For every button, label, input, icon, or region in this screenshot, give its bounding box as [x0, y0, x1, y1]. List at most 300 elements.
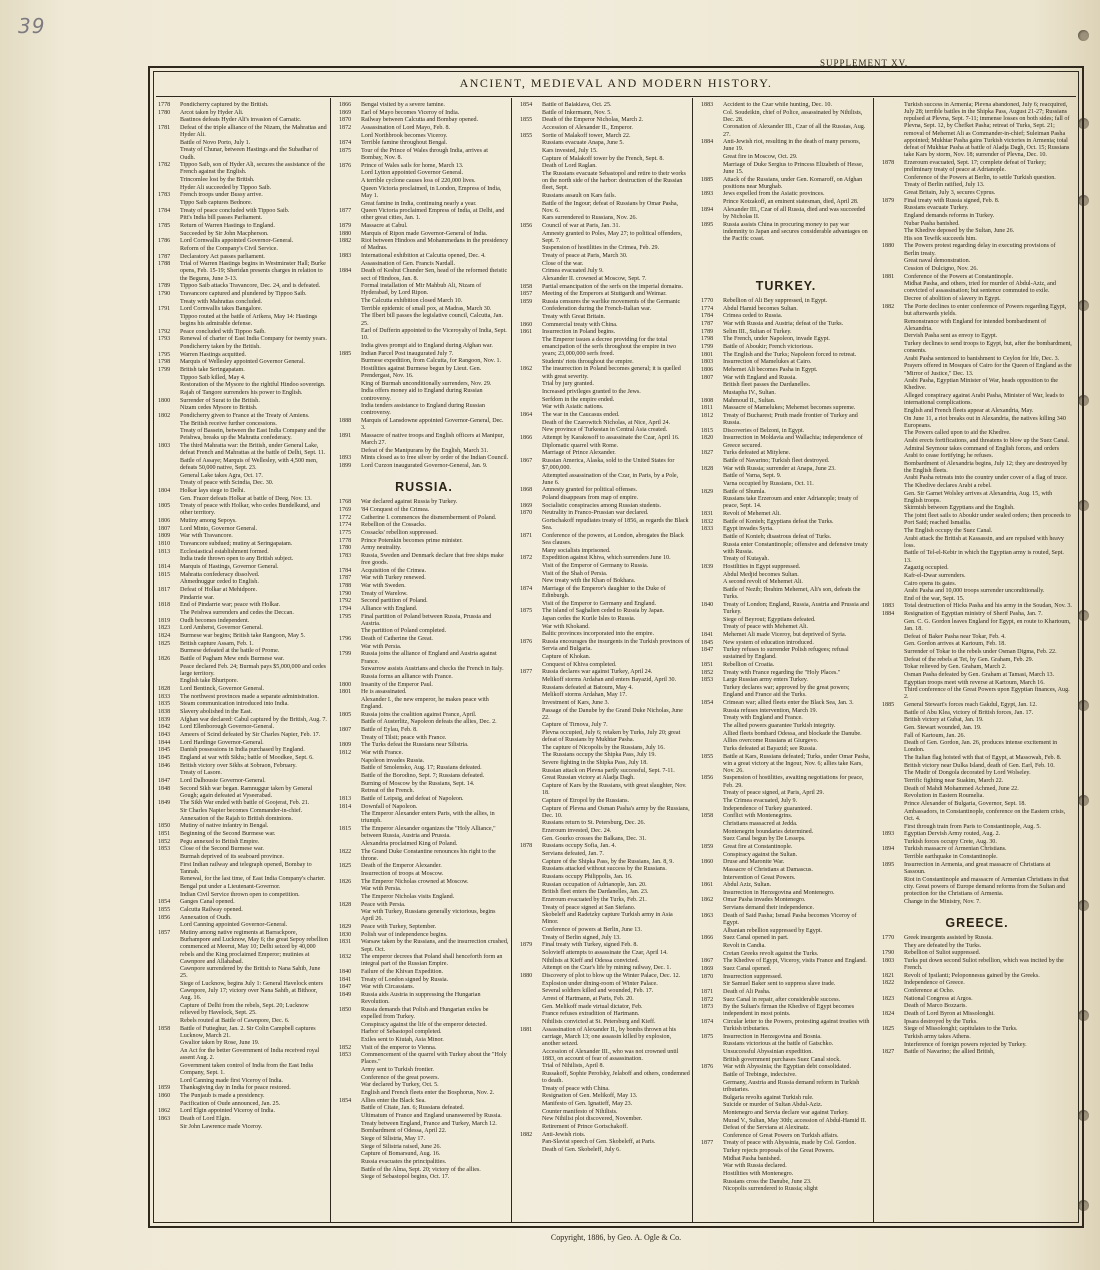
history-entry	[339, 750, 509, 757]
entry-text: Treaty with Great Britain.	[542, 313, 606, 320]
history-entry	[158, 541, 328, 548]
history-entry	[520, 487, 690, 494]
entry-text: Warsaw taken by the Russians, and the insurrection crushed, Sept. Oct.	[361, 939, 509, 953]
entry-text: Death of Catherine the Great.	[361, 636, 433, 643]
entry-text: Acquisition of the Crimea.	[361, 567, 426, 574]
history-entry	[339, 575, 509, 582]
entry-text: Treaty with England and France.	[723, 715, 803, 722]
history-entry	[701, 662, 871, 669]
entry-text: Burning of Moscow by the Russians, Sept. 14.	[361, 780, 475, 787]
entry-text: Final partition of Poland between Russia, Prussia and Austria.	[361, 613, 492, 627]
entry-text: Germany, Austria and Russia demand reform in Turkish tributaries.	[723, 1079, 860, 1093]
history-entry	[339, 796, 509, 803]
entry-text: Nubar Pasha banished.	[904, 220, 960, 227]
entry-text: Capture of Plevna and Osman Pasha's army by the Russians, Dec. 10.	[542, 805, 690, 819]
history-entry	[339, 133, 509, 140]
history-entry	[158, 314, 328, 328]
history-entry	[339, 499, 509, 506]
entry-text: The British receive further concessions.	[180, 420, 277, 427]
entry-year: 1815	[701, 427, 714, 434]
history-entry	[158, 907, 328, 914]
entry-year: 1810	[158, 541, 171, 548]
entry-year: 1822	[882, 980, 895, 987]
history-entry	[701, 1049, 871, 1056]
history-entry	[158, 352, 328, 359]
history-entry	[520, 571, 690, 578]
history-entry	[701, 928, 871, 935]
history-entry	[520, 654, 690, 661]
history-entry	[339, 208, 509, 222]
entry-year: 1791	[158, 306, 171, 313]
entry-text: Warren Hastings acquitted.	[180, 351, 247, 358]
history-entry	[882, 393, 1072, 407]
entry-year: 1859	[701, 843, 714, 850]
entry-text: Insurrection in Armenia, and great massacre of Christians at Sassoun.	[904, 861, 1051, 875]
entry-text: Death of Marco Bozzaris.	[904, 1003, 967, 1010]
history-entry	[701, 162, 871, 176]
entry-text: Russians assault on Kars fails.	[542, 192, 616, 199]
history-entry	[701, 859, 871, 866]
history-entry	[701, 390, 871, 397]
entry-text: Rebels routed at Battle of Cawnpore, Dec. 6.	[180, 1017, 290, 1024]
entry-text: Tippoo routed at the battle of Arikera, May 14: Hastings begins his admirable defense.	[180, 313, 318, 328]
entry-text: Conquest of Khiva completed.	[542, 661, 617, 668]
entry-year: 1823	[158, 625, 171, 632]
entry-year: 1871	[701, 988, 714, 995]
page-title: ANCIENT, MEDIEVAL AND MODERN HISTORY.	[459, 76, 773, 90]
history-entry	[701, 450, 871, 457]
entry-text: Neutrality in Franco-Prussian war declared.	[542, 510, 649, 517]
entry-text: Annexation of Oudh.	[180, 914, 232, 921]
entry-text: Treaty with Mahrattas concluded.	[180, 298, 263, 305]
history-entry	[520, 981, 690, 988]
entry-text: Sortie of Malakoff tower, March 22.	[542, 132, 631, 139]
entry-year: 1828	[158, 686, 171, 693]
entry-text: Midhat Pasha banished.	[723, 1155, 782, 1162]
entry-text: Declaratory Act passes parliament.	[180, 253, 265, 260]
entry-year: 1874	[701, 1018, 714, 1025]
history-entry	[520, 745, 690, 752]
history-entry	[520, 1132, 690, 1139]
entry-year: 1809	[158, 533, 171, 540]
entry-text: Montenegro and Servia declare war against Turkey.	[723, 1109, 849, 1116]
history-entry	[701, 798, 871, 805]
history-entry	[339, 811, 509, 825]
entry-text: The Crimea evacuated, July 9.	[723, 797, 798, 804]
history-entry	[882, 1011, 1072, 1018]
entry-year: 1846	[158, 762, 171, 769]
entry-year: 1855	[701, 753, 714, 760]
history-entry	[882, 430, 1072, 437]
history-entry	[882, 274, 1072, 281]
history-entry	[339, 418, 509, 432]
entry-year: 1872	[701, 996, 714, 1003]
history-entry	[701, 1156, 871, 1163]
history-entry	[339, 117, 509, 124]
entry-year: 1840	[339, 969, 352, 975]
history-entry	[339, 727, 509, 734]
entry-text: Treaty of Berlin ratified, July 13.	[904, 182, 985, 189]
history-entry	[158, 701, 328, 708]
entry-text: Russians evacuate Anapa, June 5.	[542, 140, 624, 147]
entry-text: Turkish success in Armenia; Plevna abandoned, July 6; reacquired, July 28; terrible battles in the Shipka Pass, August 21-27; Russians repulsed at Plevna, Sept. 7-11; immense losses on both sides; fall of Plevna, Sept. 12, by Chefket Pasha; retreat of Turks, Sept. 21; removal of Mehemet Ali as Commander-in-chief; Suleiman Pasha appointed; Mukhtar Pasha gains Turkish victories in Armenia; total defeat of Mukhtar Pasha at battle of Aladja Dagh, Oct. 15; Russians take Kars by storm, Nov. 18; surrender of Plevna, Dec. 10.	[904, 102, 1070, 159]
history-entry	[701, 890, 871, 897]
entry-year: 1839	[701, 564, 714, 571]
entry-text: Allied fleets bombard Odessa, and blockade the Danube.	[723, 730, 862, 737]
entry-text: Conflict with Montenegrins.	[723, 813, 793, 820]
history-entry	[701, 624, 871, 631]
history-entry	[339, 186, 509, 200]
history-entry	[339, 433, 509, 447]
history-entry	[339, 674, 509, 681]
history-entry	[520, 624, 690, 631]
entry-text: Pindarrie war.	[180, 594, 215, 601]
history-entry	[882, 266, 1072, 273]
entry-text: India trade thrown open to any British subject.	[180, 556, 294, 563]
entry-year: 1812	[339, 749, 352, 756]
history-entry	[339, 1174, 509, 1181]
entry-text: Gen. Gordon arrives at Kartoum, Feb. 18.	[904, 641, 1006, 648]
history-entry	[882, 356, 1072, 363]
entry-text: Suicide or murder of Sultan Abdul-Aziz.	[723, 1102, 823, 1109]
entry-text: Several soldiers killed and wounded, Feb. 17.	[542, 988, 654, 995]
entry-text: Egyptian troops meet with reverse at Kartoum, March 16.	[904, 679, 1045, 686]
entry-year: 1893	[882, 831, 895, 838]
entry-year: 1875	[520, 608, 533, 615]
entry-text: Suez Canal opened in part.	[723, 935, 789, 942]
entry-text: Battle of Citate, Jan. 6; Russians defeated.	[361, 1105, 465, 1112]
history-entry	[339, 628, 509, 635]
history-entry	[520, 1101, 690, 1108]
history-entry	[339, 238, 509, 252]
entry-text: Mehemet Ali made Viceroy, but deprived of Syria.	[723, 632, 847, 638]
history-entry	[339, 984, 509, 991]
history-entry	[882, 935, 1072, 942]
history-entry	[701, 875, 871, 882]
entry-year: 1832	[339, 954, 352, 961]
history-entry	[701, 405, 871, 412]
entry-year: 1851	[701, 662, 714, 669]
history-entry	[882, 801, 1072, 808]
entry-text: India offers money aid to England during Russian controversy.	[361, 388, 483, 402]
history-entry	[701, 754, 871, 775]
history-entry	[882, 536, 1072, 550]
entry-year: 1864	[520, 411, 533, 418]
entry-year: 1826	[339, 878, 352, 885]
entry-text: Assassination of Gen. Francis Nardall.	[361, 260, 456, 267]
history-entry	[882, 1034, 1072, 1041]
history-entry	[158, 390, 328, 397]
entry-year: 1790	[339, 590, 352, 597]
history-entry	[882, 649, 1072, 656]
entry-text: British fleet passes the Dardanelles.	[723, 382, 811, 389]
entry-year: 1799	[701, 344, 714, 351]
entry-year: 1881	[882, 273, 895, 280]
entry-text: Pegu annexed to British Empire.	[180, 838, 260, 845]
column-russia-continued	[520, 102, 690, 1220]
entry-text: Ecclesiastical establishment formed.	[180, 548, 269, 555]
entry-text: Rebellion of Croatia.	[723, 662, 775, 669]
entry-year: 1882	[520, 1131, 533, 1138]
entry-text: Beginning of the Second Burmese war.	[180, 831, 276, 837]
history-entry	[158, 602, 328, 609]
history-entry	[158, 473, 328, 480]
entry-text: Col. Soudeikin, chief of Police, assassinated by Nihilists, Dec. 28.	[723, 109, 863, 123]
entry-year: 1800	[158, 397, 171, 404]
entry-text: Alexander II. crowned at Moscow, Sept. 7.	[542, 276, 647, 283]
entry-text: Attack of the Russians, under Gen. Komaroff, on Afghan positions near Murghab.	[723, 176, 863, 190]
pencil-page-number: 39	[18, 14, 46, 38]
entry-year: 1854	[520, 102, 533, 108]
history-entry	[701, 905, 871, 912]
entry-text: Hostilities against Burmese begun by Lieut. Gen. Prendergast, Nov. 16.	[361, 365, 482, 380]
entry-text: The third Mahratta war: the British, under General Lake, defeat French and Mahrattas at the battle of Delhi, Sept. 11.	[180, 443, 326, 457]
entry-text: Government taken control of India from the East India Company, Sept. 1.	[180, 1062, 314, 1076]
entry-text: Massacre at Cabul.	[361, 223, 408, 229]
history-entry	[520, 669, 690, 676]
entry-text: Attempt on the Czar's life by mining railway, Dec. 1.	[542, 965, 671, 972]
history-entry	[882, 550, 1072, 564]
entry-text: Marriage of Prince Alexander.	[542, 450, 616, 457]
entry-year: 1851	[158, 831, 171, 837]
history-entry	[520, 412, 690, 419]
history-entry	[701, 1019, 871, 1033]
entry-text: Independence of Greece.	[904, 980, 965, 987]
entry-year: 1798	[701, 336, 714, 343]
entry-text: Crimea ceded to Russia.	[723, 313, 783, 320]
history-entry	[701, 1133, 871, 1140]
history-entry	[701, 806, 871, 813]
history-entry	[701, 207, 871, 221]
entry-text: Many socialists imprisoned.	[542, 547, 611, 554]
entry-text: Russians defeated at Batoum, May 4.	[542, 684, 633, 691]
entry-year: 1828	[701, 465, 714, 472]
entry-text: Russia joins the alliance of England and Austria against France.	[361, 651, 497, 665]
entry-year: 1787	[339, 575, 352, 582]
entry-text: Indian Parcel Post inaugurated July 7.	[361, 350, 454, 357]
entry-year: 1815	[339, 826, 352, 833]
section-heading-turkey: TURKEY.	[755, 278, 817, 293]
entry-text: He is assassinated.	[361, 689, 407, 696]
history-entry	[701, 344, 871, 351]
entry-text: Renewal, for the last time, of East India Company's charter.	[180, 876, 326, 883]
history-entry	[158, 981, 328, 1002]
history-entry	[520, 366, 690, 380]
history-entry	[701, 306, 871, 313]
entry-year: 1785	[158, 223, 171, 229]
entry-year: 1814	[158, 564, 171, 571]
entry-text: British fleet enters the Dardanelles, Jan. 23.	[542, 889, 649, 896]
entry-text: Arabi Pasha and 10,000 troops surrender unconditionally.	[904, 588, 1045, 595]
entry-text: Terrible epidemic of small pox, at Madras, March 30.	[361, 305, 492, 312]
entry-text: Russia assists China in procuring money to pay war indemnity to Japan and secures considerable advantages on the Pacific coast.	[723, 221, 868, 242]
entry-text: Mahratta confederacy dissolved.	[180, 571, 260, 578]
entry-year: 1781	[158, 124, 171, 131]
entry-text: Russia encourages the insurgents in the Turkish provinces of Servia and Bulgaria.	[542, 639, 690, 653]
history-entry	[158, 518, 328, 525]
entry-text: Great famine in India, continuing nearly a year.	[361, 200, 477, 207]
history-entry	[158, 1078, 328, 1085]
entry-year: 1850	[339, 1006, 352, 1013]
entry-year: 1782	[158, 162, 171, 169]
entry-text: Arabi Pasha sentenced to banishment to Ceylon for life, Dec. 3.	[904, 355, 1060, 362]
entry-text: Cretan Greeks revolt against the Turks.	[723, 950, 819, 957]
entry-text: Travancore captured and plundered by Tippoo Saib.	[180, 290, 307, 297]
entry-text: The northwest provinces made a separate administration.	[180, 693, 319, 700]
entry-text: Treaty with France regarding the "Holy Places."	[723, 669, 841, 676]
entry-text: War with Khokand.	[542, 623, 590, 630]
history-entry	[339, 583, 509, 590]
entry-text: Treaty of peace with Mehemet Ali.	[723, 624, 809, 631]
history-entry	[158, 443, 328, 457]
entry-text: '84 Conquest of the Crimea.	[361, 506, 430, 513]
history-entry	[882, 862, 1072, 876]
entry-year: 1854	[158, 899, 171, 906]
entry-year: 1824	[882, 1010, 895, 1017]
entry-year: 1828	[339, 901, 352, 908]
history-entry	[882, 725, 1072, 732]
entry-text: Treaty of London; England, Russia, Austria and Prussia and Turkey.	[723, 601, 870, 616]
entry-year: 1866	[701, 935, 714, 942]
entry-text: Failure of the Khivan Expedition.	[361, 969, 444, 975]
history-entry	[701, 1080, 871, 1094]
entry-year: 1856	[701, 775, 714, 782]
history-entry	[158, 1018, 328, 1025]
entry-text: Turks defeated at Mitylene.	[723, 450, 791, 457]
entry-text: Lord Minto, Governor General.	[180, 525, 257, 532]
entry-text: Travancore subdued; mutiny at Seringapatam.	[180, 541, 293, 548]
entry-year: 1872	[520, 555, 533, 562]
entry-year: 1883	[339, 253, 352, 260]
history-entry	[520, 276, 690, 283]
entry-text: Treaty of peace with Holkar, who cedes Bundelkund, and other territory.	[180, 503, 320, 517]
entry-year: 1878	[520, 843, 533, 850]
history-entry	[339, 1067, 509, 1074]
history-entry	[882, 182, 1072, 189]
entry-text: Suez Canal opened.	[723, 965, 772, 972]
entry-text: The Khedive declares Arabi a rebel.	[904, 482, 992, 489]
entry-text: Second partition of Poland.	[361, 598, 428, 605]
history-entry	[520, 245, 690, 252]
history-entry	[158, 299, 328, 306]
history-entry	[882, 854, 1072, 861]
entry-text: Treaty of Warelow.	[361, 590, 408, 597]
entry-year: 1874	[520, 586, 533, 592]
entry-year: 1860	[158, 1092, 171, 1099]
history-entry	[158, 1093, 328, 1100]
history-entry	[339, 781, 509, 788]
history-entry	[882, 1019, 1072, 1026]
history-entry	[520, 1086, 690, 1093]
entry-year: 1778	[339, 537, 352, 544]
history-entry	[701, 572, 871, 579]
entry-text: Ganges Canal opened.	[180, 899, 235, 906]
history-entry	[882, 839, 1072, 846]
entry-year: 1780	[158, 109, 171, 116]
history-entry	[158, 382, 328, 389]
entry-year: 1789	[158, 283, 171, 290]
history-entry	[158, 724, 328, 731]
entry-year: 1827	[701, 450, 714, 457]
history-entry	[339, 463, 509, 470]
history-entry	[158, 625, 328, 632]
history-entry	[701, 813, 871, 820]
entry-text: Arabi Pasha retreats into the country under cover of a flag of truce.	[904, 475, 1068, 482]
copyright-notice: Copyright, 1886, by Geo. A. Ogle & Co.	[550, 1233, 682, 1242]
entry-year: 1876	[520, 639, 533, 646]
history-entry	[339, 140, 509, 147]
entry-year: 1790	[882, 950, 895, 957]
entry-text: Gen. C. G. Gordon leaves England for Egypt, en route to Khartoum, Jan. 18.	[904, 618, 1071, 632]
entry-text: British victory over Sikhs at Sobraon, February.	[180, 762, 297, 769]
history-entry	[158, 549, 328, 556]
entry-text: The allied powers guarantee Turkish integrity.	[723, 722, 836, 729]
history-entry	[158, 656, 328, 663]
entry-text: Massacre of Christians at Damascus.	[723, 866, 813, 873]
history-entry	[520, 1071, 690, 1085]
entry-year: 1870	[701, 973, 714, 980]
history-entry	[701, 1140, 871, 1147]
entry-text: Battle of Shumla.	[723, 488, 766, 495]
entry-year: 1801	[339, 689, 352, 696]
history-entry	[882, 641, 1072, 648]
entry-text: Russians cross the Danube, June 23.	[723, 1178, 812, 1185]
history-entry	[520, 548, 690, 555]
entry-text: Gen. Sir Garnet Wolsley arrives at Alexandria, Aug. 15, with English troops.	[904, 490, 1053, 504]
entry-year: 1768	[339, 499, 352, 506]
history-entry	[882, 809, 1072, 823]
history-entry	[701, 1125, 871, 1132]
history-entry	[882, 1026, 1072, 1033]
entry-text: Revolt in Candia.	[723, 942, 766, 949]
history-entry	[339, 598, 509, 605]
entry-text: Lord Cornwallis takes Bangalore.	[180, 306, 263, 313]
entry-text: The Peishwa surrenders and cedes the Deccan.	[180, 609, 294, 616]
history-entry	[882, 446, 1072, 460]
history-entry	[882, 793, 1072, 800]
entry-text: Marriage of the Emperor's daughter to the Duke of Edinburgh.	[542, 586, 666, 600]
entry-text: Nizam cedes Mysore to British.	[180, 405, 258, 412]
history-entry	[158, 1085, 328, 1092]
history-entry	[882, 786, 1072, 793]
history-entry	[701, 298, 871, 305]
history-entry	[882, 461, 1072, 475]
history-entry	[701, 836, 871, 843]
entry-text: Mutiny of native infantry in Bengal.	[180, 823, 269, 830]
entry-text: Intervention of Great Powers.	[723, 874, 796, 881]
entry-text: Siege of Beyrout; Egyptians defeated.	[723, 616, 816, 623]
history-entry	[520, 125, 690, 132]
entry-text: Polish war of independence begins.	[361, 931, 448, 938]
entry-year: 1893	[701, 191, 714, 198]
entry-text: England demands reforms in Turkey.	[904, 212, 995, 219]
entry-year: 1847	[158, 777, 171, 784]
entry-year: 1840	[701, 601, 714, 608]
entry-text: Insurrection of Mamelukes at Cairo.	[723, 359, 812, 366]
history-entry	[158, 359, 328, 366]
entry-text: Conspiracy against the life of the emperor detected.	[361, 1021, 487, 1028]
entry-text: Russia censures the warlike movements of the Germanic Confederation during the French-Italian war.	[542, 299, 681, 313]
entry-text: Formal installation of Mir Mahbub Ali, Nizam of Hyderabad, by Lord Ripon.	[361, 283, 482, 297]
section-heading-russia: RUSSIA.	[395, 480, 453, 495]
history-entry	[520, 722, 690, 729]
entry-text: Resignation of Egyptian ministry of Sherif Pasha, Jan. 7.	[904, 611, 1043, 618]
entry-text: Hyder Ali succeeded by Tippoo Saib.	[180, 184, 272, 191]
history-entry	[339, 1136, 509, 1143]
entry-year: 1817	[158, 587, 171, 593]
history-entry	[882, 1003, 1072, 1010]
entry-text: Conference of powers at Berlin, June 13.	[542, 927, 642, 934]
